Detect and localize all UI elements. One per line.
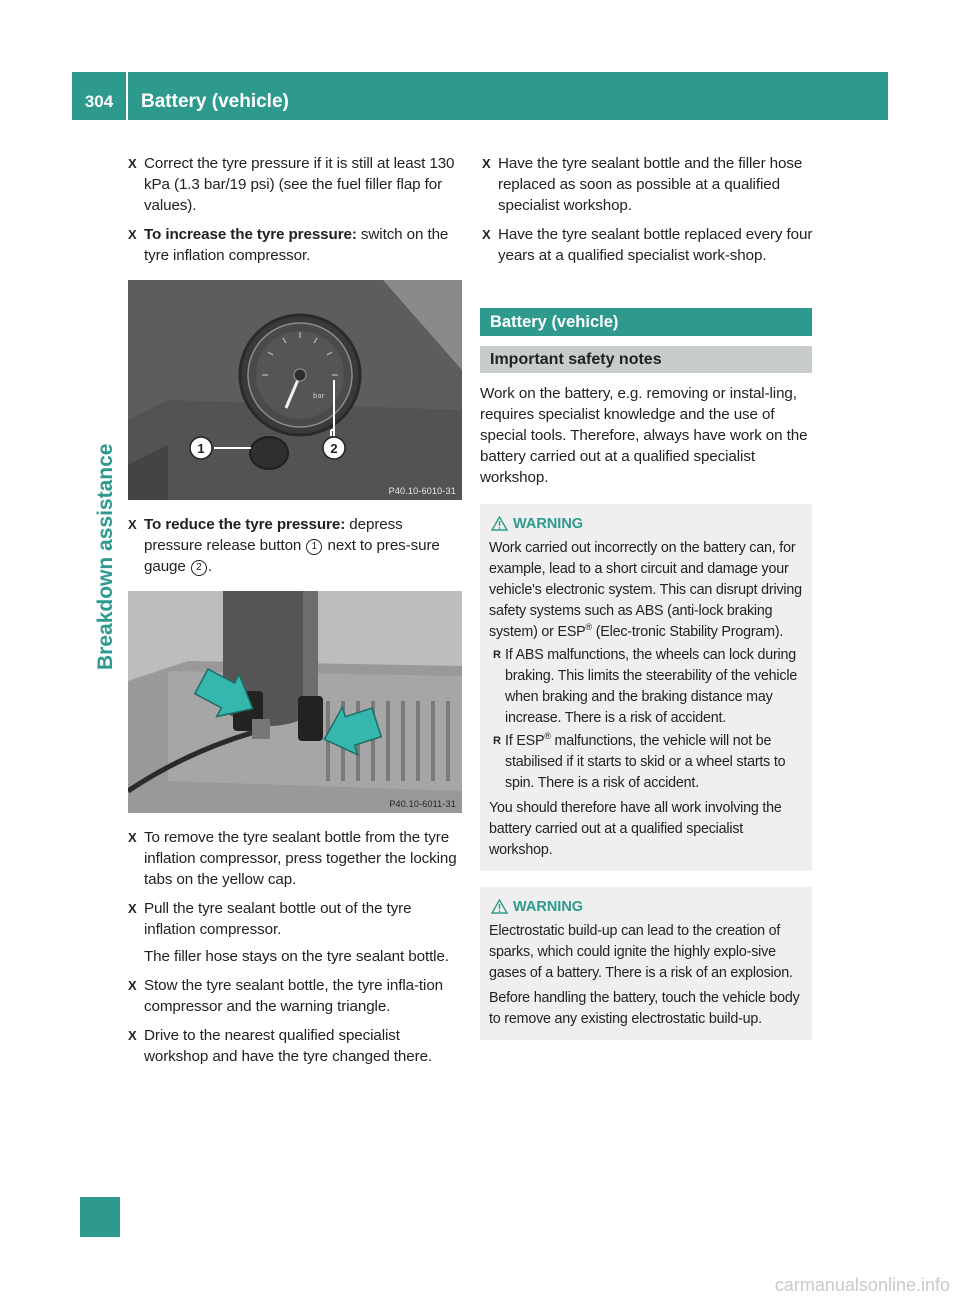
compressor-gauge-illustration [128,280,462,500]
page-title: Battery (vehicle) [141,91,289,112]
warning-bullet: R If ESP® malfunctions, the vehicle will not be stabilised if it starts to skid or a wheel starts to spin. There is a risk of accident. [493,731,786,791]
bullet-icon: R [493,649,501,661]
warning-triangle-icon [491,899,508,914]
instruction-step: X Drive to the nearest qualified specialist workshop and have the tyre changed there. [128,1027,433,1065]
step-marker-icon: X [128,156,137,171]
step-marker-icon: X [128,227,137,242]
sealant-bottle-figure [128,591,462,813]
step-marker-icon: X [482,156,491,171]
warning-text: Before handling the battery, touch the vehicle body to remove any existing electrostatic build-up. [489,990,800,1027]
warning-closing: You should therefore have all work involving the battery carried out at a qualified specialist workshop. [489,800,782,858]
warning-triangle-icon [491,516,508,531]
right-column [478,153,814,1040]
intro-paragraph: Work on the battery, e.g. removing or instal-ling, requires specialist knowledge and the use of special tools. Therefore, always have work on the battery carried out at a qualified specialist workshop. [480,385,808,486]
warning-text: Work carried out incorrectly on the battery can, for example, lead to a short circuit and damage your vehicle's electronic system. This can disrupt driving safety systems such as ABS (anti-lock braking system) or ESP® (Elec-tronic Stability Program). [489,540,802,640]
instruction-step: X Have the tyre sealant bottle and the filler hose replaced as soon as possible at a qualified specialist workshop. [482,155,803,214]
instruction-step: X To remove the tyre sealant bottle from the tyre inflation compressor, press together the locking tabs on the yellow cap. [128,829,457,888]
warning-bullet: R If ABS malfunctions, the wheels can lock during braking. This limits the steerability of the vehicle when braking and the braking distance may increase. There is a risk of accident. [493,647,798,726]
step-marker-icon: X [128,1028,137,1043]
warning-box [480,504,812,871]
chapter-side-tab [92,443,120,670]
sealant-bottle-illustration [128,591,462,813]
svg-text:1: 1 [197,441,205,456]
instruction-step: X Have the tyre sealant bottle replaced every four years at a qualified specialist work-shop. [482,226,813,264]
step-marker-icon: X [128,517,137,532]
callout-2-icon: 2 [191,560,207,576]
warning-heading: WARNING [489,514,804,534]
instruction-step: X To reduce the tyre pressure: depress pressure release button 1 next to pres-sure gauge 2 . [128,516,440,575]
figure-code: P40.10-6011-31 [389,799,456,809]
chapter-label: Breakdown assistance [94,443,117,670]
section-heading: Battery (vehicle) [480,308,812,336]
left-column [124,153,460,1075]
warning-text: Electrostatic build-up can lead to the creation of sparks, which could ignite the highly explo-sive gases of a battery. There is a risk of an explosion. [489,923,793,981]
chapter-marker [80,1197,120,1237]
instruction-step: X Stow the tyre sealant bottle, the tyre infla-tion compressor and the warning triangle. [128,977,444,1015]
callout-1-icon: 1 [306,539,322,555]
compressor-gauge-figure [128,280,462,500]
instruction-step: X Pull the tyre sealant bottle out of the tyre inflation compressor. The filler hose stays on the tyre sealant bottle. [128,900,449,965]
subsection-heading: Important safety notes [480,346,812,373]
warning-heading: WARNING [489,897,804,917]
page-number: 304 [84,92,114,111]
step-marker-icon: X [128,830,137,845]
header-divider [126,72,128,120]
step-marker-icon: X [128,901,137,916]
warning-box [480,887,812,1040]
instruction-step: X To increase the tyre pressure: switch on the tyre inflation compressor. [128,226,449,264]
figure-code: P40.10-6010-31 [388,486,456,496]
step-marker-icon: X [482,227,491,242]
svg-text:bar: bar [313,392,325,400]
svg-text:2: 2 [330,441,338,456]
step-marker-icon: X [128,978,137,993]
bullet-icon: R [493,735,501,747]
instruction-step: X Correct the tyre pressure if it is still at least 130 kPa (1.3 bar/19 psi) (see the fuel filler flap for values). [128,155,455,214]
watermark: carmanualsonline.info [774,1275,950,1295]
